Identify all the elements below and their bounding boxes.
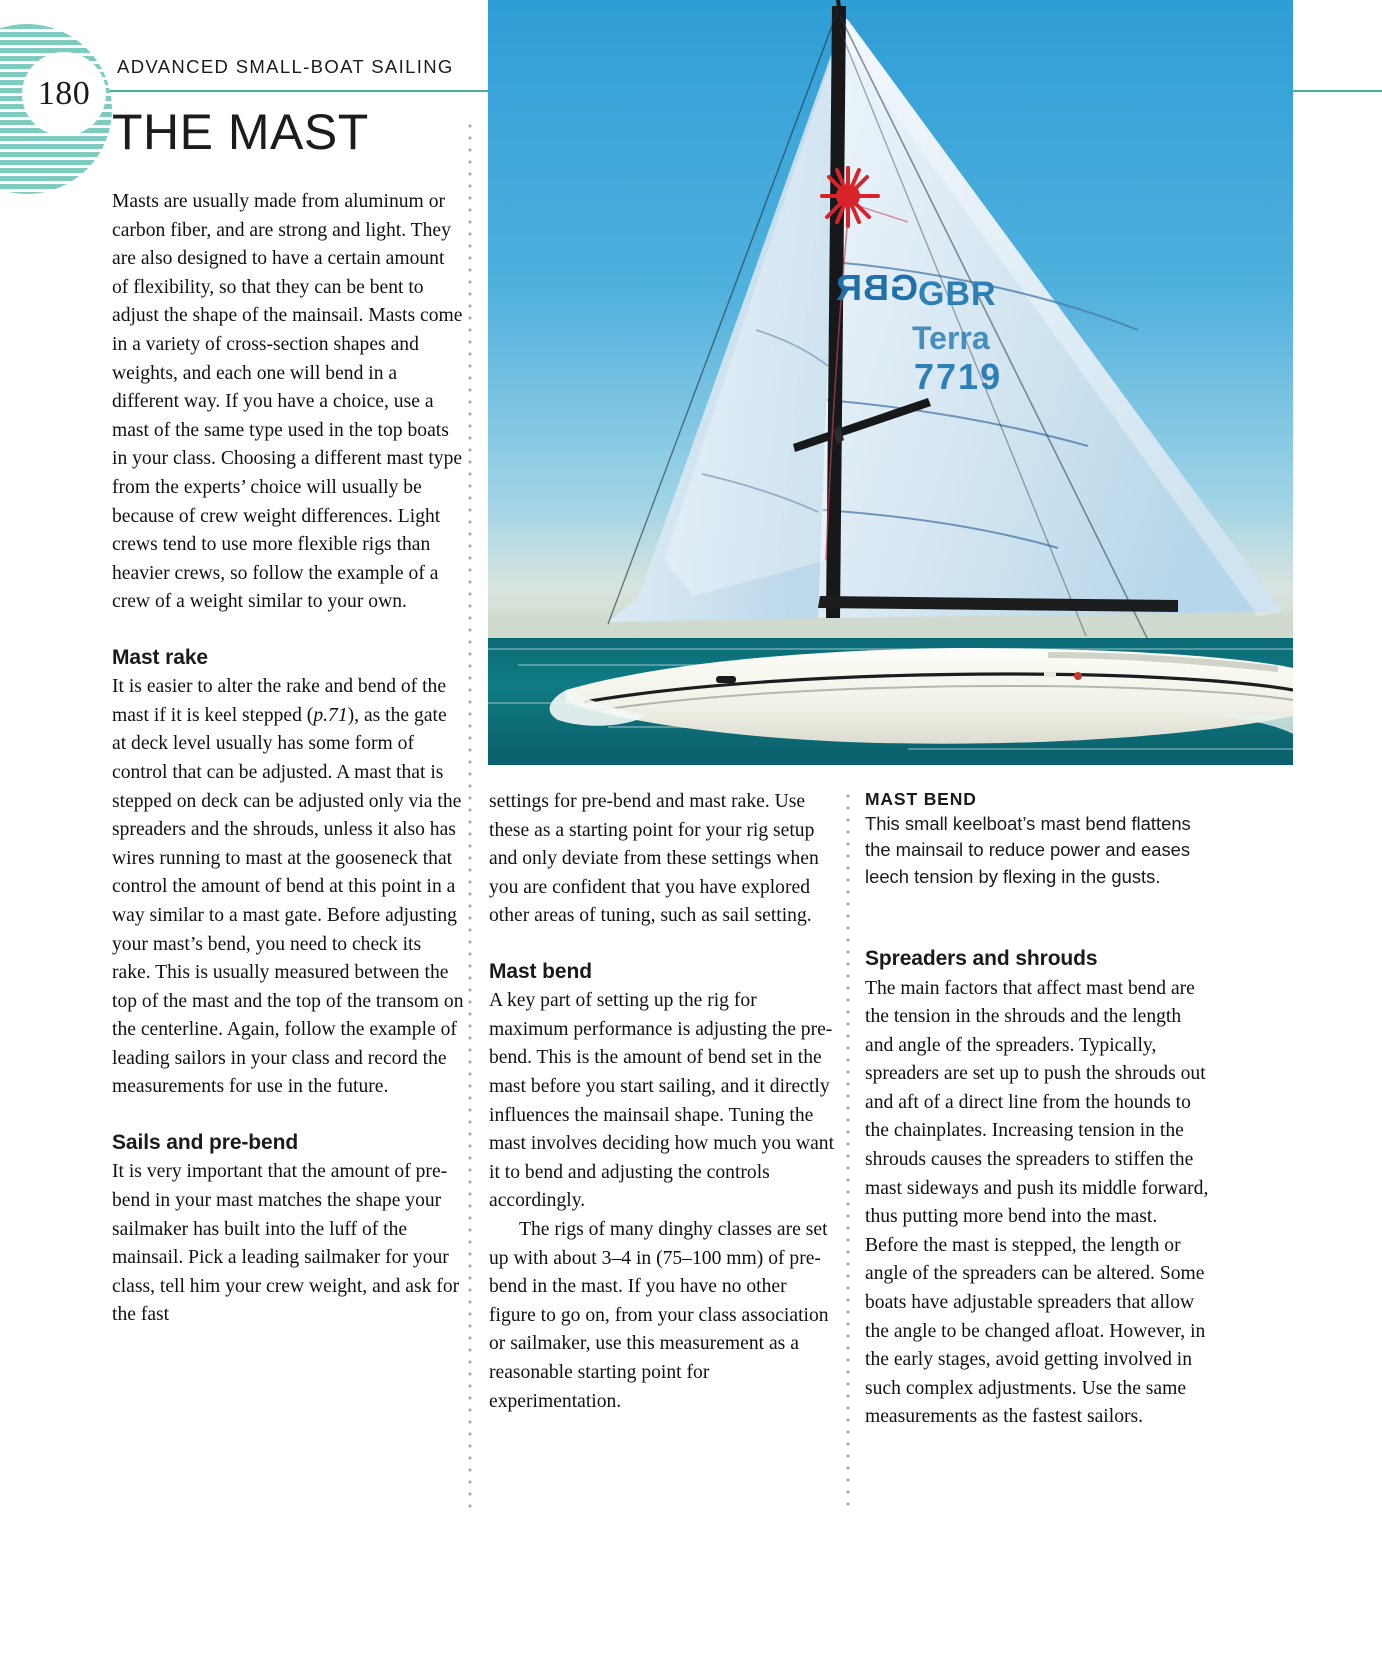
page-number: 180 <box>37 75 91 112</box>
spreaders-paragraph: The main factors that affect mast bend are the tension in the shrouds and the length and angle of the spreaders. Typically, spreaders are set up to push the shrouds out and aft of a direct line from the hounds to the chainplates. Increasing tension in the shrouds causes the spreaders to stiffen the mast sideways and push its middle forward, thus putting more bend into the mast. Before the mast is stepped, the length or angle of the spreaders can be altered. Some boats have adjustable spreaders that allow the angle to be changed afloat. However, in the early stages, avoid getting involved in such complex adjustments. Use the same measurements as the fastest sailors. <box>865 977 1209 1428</box>
text-column-3 <box>865 788 1210 1432</box>
svg-text:GBR: GBR <box>918 275 997 313</box>
caption-title: MAST BEND <box>865 789 977 809</box>
intro-paragraph: Masts are usually made from aluminum or carbon fiber, and are strong and light. They are also designed to have a certain amount of flexibility, so that they can be bent to adjust the shape of the mainsail. Masts come in a variety of cross-section shapes and weights, and each one will bend in a different way. If you have a choice, use a mast of the same type used in the top boats in your class. Choosing a different mast type from the experts’ choice will usually be because of crew weight differences. Light crews tend to use more flexible rigs than heavier crews, so follow the example of a crew of a weight similar to your own. <box>112 191 463 613</box>
svg-text:Terra: Terra <box>912 320 990 356</box>
sails-prebend-paragraph: It is very important that the amount of pre-bend in your mast matches the shape your sailmaker has built into the luff of the mainsail. Pick a leading sailmaker for your class, tell him your crew weight, and ask for the fast <box>112 1161 460 1326</box>
mast-rake-paragraph <box>112 673 464 1102</box>
text-column-1 <box>112 188 464 1330</box>
spacer <box>489 931 834 959</box>
keelboat-sailing-photo <box>488 0 1293 765</box>
spacer <box>112 617 464 645</box>
spacer <box>865 890 1210 918</box>
heading-mast-bend: Mast bend <box>489 959 592 983</box>
photo-caption <box>865 788 1210 890</box>
mast-bend-paragraph-2: The rigs of many dinghy classes are set up with about 3–4 in (75–100 mm) of pre-bend in the mast. If you have no other figure to go on, from your class association or sailmaker, use this measurement as a reasonable starting point for experimentation. <box>489 1218 829 1412</box>
continuation-paragraph: settings for pre-bend and mast rake. Use these as a starting point for your rig setup and only deviate from these settings when you are confident that you have explored other areas of tuning, such as sail setting. <box>489 791 819 927</box>
heading-mast-rake: Mast rake <box>112 645 208 669</box>
svg-text:7719: 7719 <box>914 356 1003 397</box>
page-title: THE MAST <box>112 104 369 160</box>
mast-rake-text-b: ), as the gate at deck level usually has some form of control that can be adjusted. A mast that is stepped on deck can be adjusted only via the spreaders and the shrouds, unless it also has wires running to mast at the gooseneck that control the amount of bend at this point in a way similar to a mast gate. Before adjusting your mast’s bend, you need to check its rake. This is usually measured between the top of the mast and the top of the transom on the centerline. Again, follow the example of leading sailors in your class and record the measurements for use in the future. <box>112 704 464 1098</box>
spacer <box>112 1102 464 1130</box>
heading-spreaders-and-shrouds: Spreaders and shrouds <box>865 947 1098 971</box>
page-cross-reference: p.71 <box>313 704 348 726</box>
page-number-disc <box>22 52 106 136</box>
caption-body: This small keelboat’s mast bend flattens the mainsail to reduce power and eases leech tension by flexing in the gusts. <box>865 812 1191 887</box>
spacer <box>865 918 1210 946</box>
heading-sails-and-pre-bend: Sails and pre-bend <box>112 1131 299 1155</box>
mast-rake-text-a: It is easier to alter the rake and bend of the mast if it is keel stepped ( <box>112 676 447 726</box>
column-divider-right <box>846 790 850 1510</box>
running-head: ADVANCED SMALL-BOAT SAILING <box>117 56 454 77</box>
svg-text:GBR: GBR <box>835 267 918 308</box>
text-column-2 <box>489 788 834 1416</box>
column-divider-left <box>468 120 472 1510</box>
mast-bend-paragraph-1: A key part of setting up the rig for maximum performance is adjusting the pre-bend. This is the amount of bend set in the mast before you start sailing, and it directly influences the mainsail shape. Tuning the mast involves deciding how much you want it to bend and adjusting the controls accordingly. <box>489 990 835 1212</box>
